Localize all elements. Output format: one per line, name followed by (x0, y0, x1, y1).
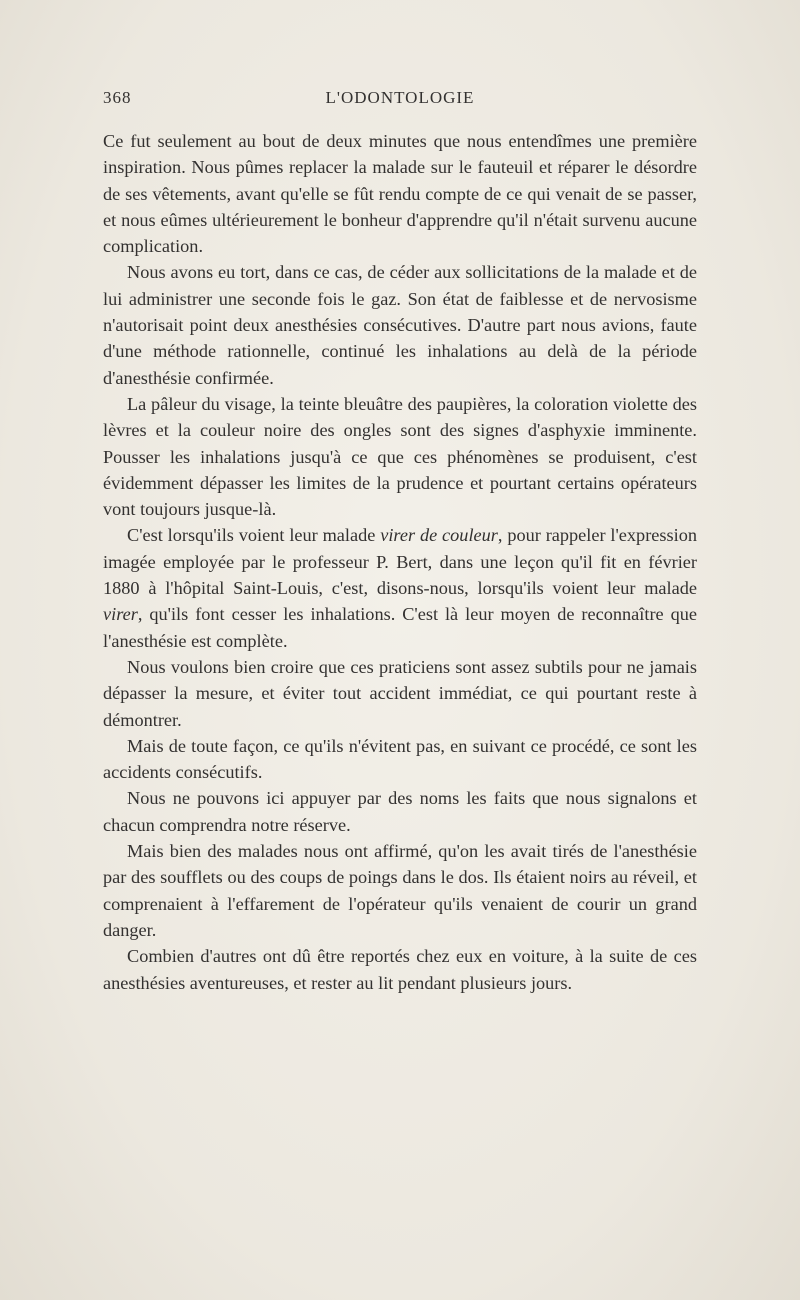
paragraph-5: Nous voulons bien croire que ces praticiens sont assez subtils pour ne jamais dépasser la mesure, et éviter tout accident immédiat, ce qui pourtant reste à démontrer. (103, 656, 697, 730)
paragraph-2: Nous avons eu tort, dans ce cas, de céder aux sollicitations de la malade et de lui administrer une seconde fois le gaz. Son état de faiblesse et de nervosisme n'autorisait point deux anesthésies consécutives. D'autre part nous avions, faute d'une méthode rationnelle, continué les inhalations au delà de la période d'anesthésie confirmée. (103, 262, 697, 388)
italic-phrase: virer de couleur (380, 525, 498, 546)
paragraph-3: La pâleur du visage, la teinte bleuâtre des paupières, la coloration violette des lèvres et la couleur noire des ongles sont des signes d'asphyxie imminente. Pousser les inhalations jusqu'à ce que ces phénomènes se produisent, c'est évidemment dépasser les limites de la prudence et pourtant certains opérateurs vont toujours jusque-là. (103, 393, 697, 520)
paragraph-4: C'est lorsqu'ils voient leur malade virer de couleur, pour rappeler l'expression imagée employée par le professeur P. Bert, dans une leçon qu'il fit en février 1880 à l'hôpital Saint-Louis, c'est, disons-nous, lorsqu'ils voient leur malade virer, qu'ils font cesser les inhalations. C'est là leur moyen de reconnaître que l'anesthésie est complète. (103, 525, 697, 651)
page-number: 368 (103, 88, 132, 107)
paragraph-6: Mais de toute façon, ce qu'ils n'évitent pas, en suivant ce procédé, ce sont les accidents consécutifs. (103, 735, 697, 783)
running-title: L'ODONTOLOGIE (325, 88, 475, 107)
page-header (103, 88, 697, 114)
paragraph-1: Ce fut seulement au bout de deux minutes que nous entendîmes une première inspiration. Nous pûmes replacer la malade sur le fauteuil et réparer le désordre de ses vêtements, avant qu'elle se fût rendu compte de ce qui venait de se passer, et nous eûmes ultérieurement le bonheur d'apprendre qu'il n'était survenu aucune complication. (103, 131, 697, 257)
paragraph-7: Nous ne pouvons ici appuyer par des noms les faits que nous signalons et chacun comprendra notre réserve. (103, 788, 697, 835)
paragraph-8: Mais bien des malades nous ont affirmé, qu'on les avait tirés de l'anesthésie par des soufflets ou des coups de poings dans le dos. Ils étaient noirs au réveil, et comprenaient à l'effarement de l'opérateur qu'ils venaient de courir un grand danger. (103, 841, 697, 940)
body-text (103, 128, 697, 996)
paragraph-9: Combien d'autres ont dû être reportés chez eux en voiture, à la suite de ces anesthésies aventureuses, et rester au lit pendant plusieurs jours. (103, 946, 697, 993)
italic-word: virer (103, 604, 138, 625)
